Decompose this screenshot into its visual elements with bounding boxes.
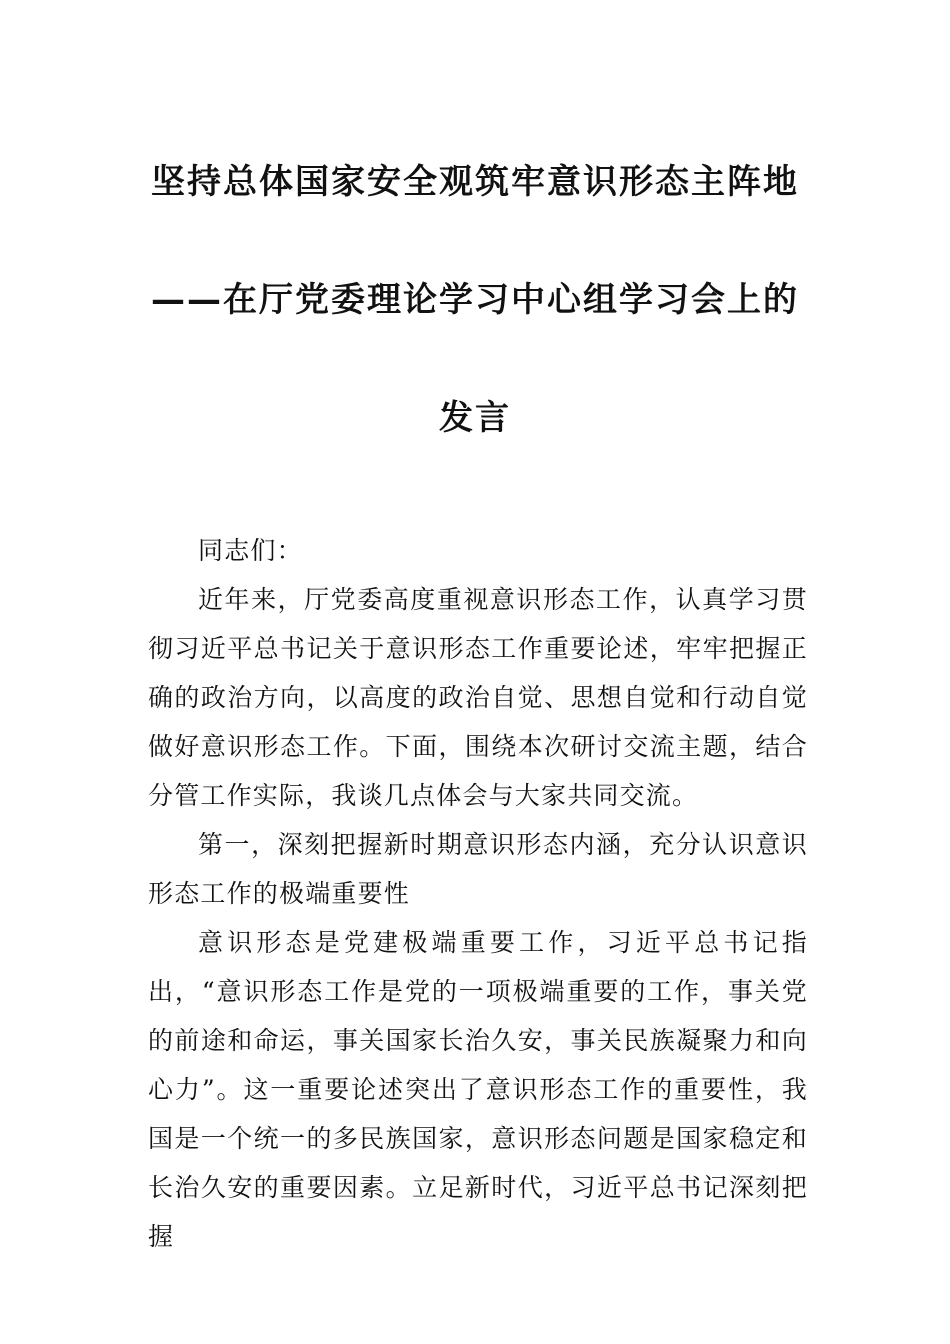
paragraph-section-1: 意识形态是党建极端重要工作，习近平总书记指出，“意识形态工作是党的一项极端重要的工作，事关党的前途和命运，事关国家长治久安，事关民族凝聚力和向心力”。这一重要论述突出了意识形态工作的重要性，我国是一个统一的多民族国家，意识形态问题是国家稳定和长治久安的重要因素。立足新时代，习近平总书记深刻把握 <box>148 928 808 1251</box>
document-title: 坚持总体国家安全观筑牢意识形态主阵地 <box>151 162 799 202</box>
document-subtitle-line1: ——在厅党委理论学习中心组学习会上的 <box>151 280 799 320</box>
document-body <box>148 526 808 1261</box>
document-subtitle-line2: 发言 <box>439 398 511 438</box>
salutation: 同志们： <box>198 536 303 565</box>
section-heading-1: 第一，深刻把握新时期意识形态内涵，充分认识意识形态工作的极端重要性 <box>148 830 808 908</box>
paragraph-intro: 近年来，厅党委高度重视意识形态工作，认真学习贯彻习近平总书记关于意识形态工作重要论述，牢牢把握正确的政治方向，以高度的政治自觉、思想自觉和行动自觉做好意识形态工作。下面，围绕本次研讨交流主题，结合分管工作实际，我谈几点体会与大家共同交流。 <box>148 585 808 810</box>
